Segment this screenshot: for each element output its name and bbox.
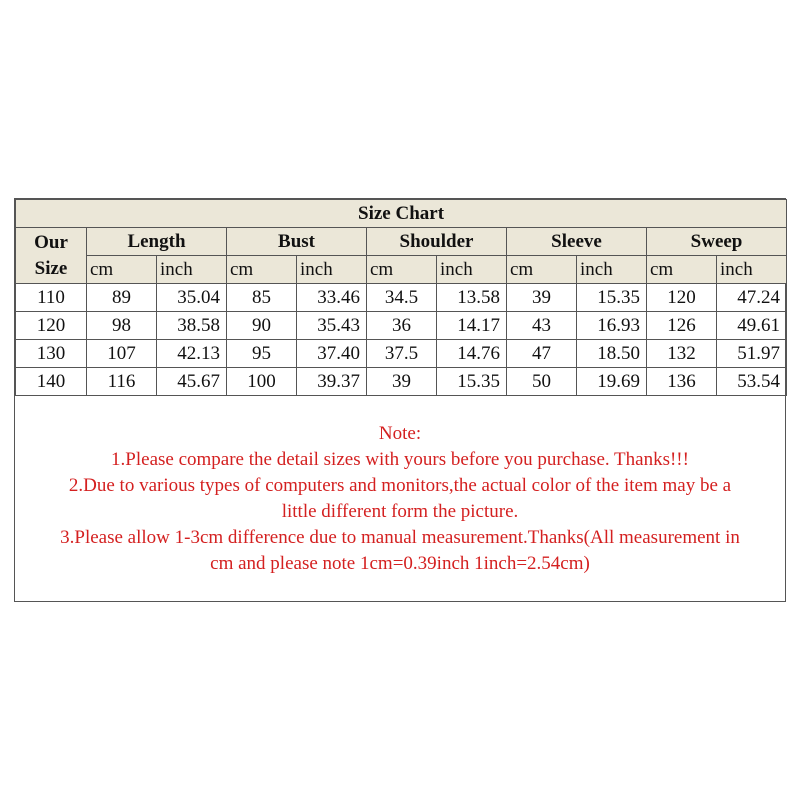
- table-cell: 18.50: [577, 340, 647, 368]
- table-cell: 37.40: [297, 340, 367, 368]
- table-cell: 14.76: [437, 340, 507, 368]
- size-cell: 140: [16, 368, 87, 396]
- group-header-length: Length: [87, 228, 227, 256]
- unit-header-sleeve-cm: cm: [507, 256, 577, 284]
- group-header-bust: Bust: [227, 228, 367, 256]
- size-cell: 130: [16, 340, 87, 368]
- table-cell: 53.54: [717, 368, 787, 396]
- table-cell: 89: [87, 284, 157, 312]
- table-cell: 47.24: [717, 284, 787, 312]
- table-cell: 50: [507, 368, 577, 396]
- unit-header-sleeve-inch: inch: [577, 256, 647, 284]
- table-cell: 16.93: [577, 312, 647, 340]
- unit-header-shoulder-inch: inch: [437, 256, 507, 284]
- our-size-header: [16, 228, 87, 284]
- unit-header-bust-cm: cm: [227, 256, 297, 284]
- table-cell: 98: [87, 312, 157, 340]
- unit-header-length-cm: cm: [87, 256, 157, 284]
- unit-header-shoulder-cm: cm: [367, 256, 437, 284]
- table-cell: 36: [367, 312, 437, 340]
- table-cell: 35.04: [157, 284, 227, 312]
- group-header-row: [16, 228, 787, 256]
- table-row: [16, 312, 787, 340]
- table-cell: 126: [647, 312, 717, 340]
- note-line-3: little different form the picture.: [281, 501, 519, 522]
- table-cell: 120: [647, 284, 717, 312]
- table-cell: 19.69: [577, 368, 647, 396]
- table-cell: 95: [227, 340, 297, 368]
- note-block: [15, 421, 785, 577]
- unit-header-length-inch: inch: [157, 256, 227, 284]
- unit-header-row: [16, 256, 787, 284]
- note-line-1: 1.Please compare the detail sizes with yours before you purchase. Thanks!!!: [111, 449, 689, 470]
- table-cell: 38.58: [157, 312, 227, 340]
- note-heading: Note:: [378, 423, 422, 444]
- table-cell: 100: [227, 368, 297, 396]
- table-cell: 85: [227, 284, 297, 312]
- table-row: [16, 284, 787, 312]
- note-line-5: cm and please note 1cm=0.39inch 1inch=2.54cm): [210, 553, 590, 574]
- table-cell: 39: [367, 368, 437, 396]
- table-cell: 136: [647, 368, 717, 396]
- unit-header-bust-inch: inch: [297, 256, 367, 284]
- note-line-2: 2.Due to various types of computers and monitors,the actual color of the item may be a: [68, 475, 732, 496]
- group-header-sweep: Sweep: [647, 228, 787, 256]
- table-cell: 116: [87, 368, 157, 396]
- size-chart-table: [15, 199, 787, 396]
- table-cell: 14.17: [437, 312, 507, 340]
- table-cell: 47: [507, 340, 577, 368]
- table-cell: 49.61: [717, 312, 787, 340]
- title-row: [16, 200, 787, 228]
- table-cell: 107: [87, 340, 157, 368]
- table-cell: 90: [227, 312, 297, 340]
- table-row: [16, 368, 787, 396]
- table-cell: 42.13: [157, 340, 227, 368]
- table-title: Size Chart: [16, 200, 787, 228]
- size-table-body: [16, 200, 787, 396]
- table-cell: 15.35: [437, 368, 507, 396]
- note-line-4: 3.Please allow 1-3cm difference due to manual measurement.Thanks(All measurement in: [60, 527, 740, 548]
- table-cell: 35.43: [297, 312, 367, 340]
- unit-header-sweep-inch: inch: [717, 256, 787, 284]
- unit-header-sweep-cm: cm: [647, 256, 717, 284]
- size-cell: 110: [16, 284, 87, 312]
- our-size-line-1: Our: [34, 231, 68, 253]
- table-cell: 13.58: [437, 284, 507, 312]
- table-cell: 51.97: [717, 340, 787, 368]
- table-cell: 33.46: [297, 284, 367, 312]
- size-cell: 120: [16, 312, 87, 340]
- table-cell: 39: [507, 284, 577, 312]
- table-cell: 43: [507, 312, 577, 340]
- table-row: [16, 340, 787, 368]
- size-chart-sheet: [14, 198, 786, 602]
- table-cell: 34.5: [367, 284, 437, 312]
- table-cell: 15.35: [577, 284, 647, 312]
- table-cell: 132: [647, 340, 717, 368]
- group-header-shoulder: Shoulder: [367, 228, 507, 256]
- group-header-sleeve: Sleeve: [507, 228, 647, 256]
- table-cell: 37.5: [367, 340, 437, 368]
- table-cell: 39.37: [297, 368, 367, 396]
- our-size-line-2: Size: [34, 257, 68, 279]
- table-cell: 45.67: [157, 368, 227, 396]
